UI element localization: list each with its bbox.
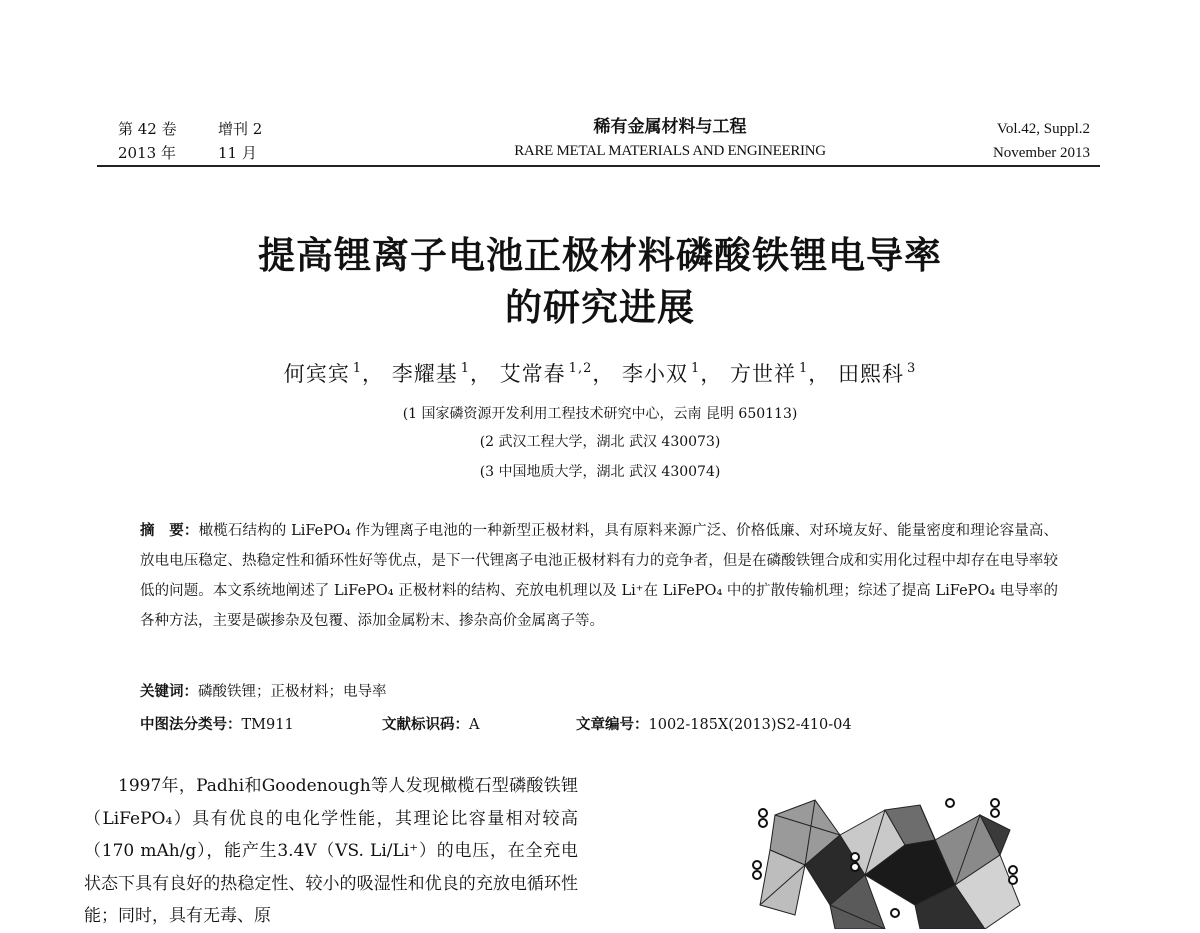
abstract-label: 摘 要： bbox=[140, 523, 199, 539]
classification-info bbox=[140, 713, 1040, 737]
paper-title-line-2: 的研究进展 bbox=[505, 286, 695, 329]
affiliation-1: (1 国家磷资源开发利用工程技术研究中心，云南 昆明 650113) bbox=[402, 406, 798, 422]
author: 田熙科 $^3$ bbox=[837, 361, 917, 386]
affiliation-mark: 1 bbox=[799, 361, 809, 376]
affiliation-mark: 3 bbox=[906, 361, 917, 376]
author: 艾常春 $^{1,2}$， bbox=[499, 361, 615, 386]
author-list bbox=[0, 358, 1200, 388]
affiliation-mark: 1,2 bbox=[568, 361, 593, 376]
author: 何宾宾 $^1$， bbox=[283, 361, 385, 386]
keywords bbox=[140, 680, 387, 701]
volume: 第 42 卷 bbox=[118, 120, 177, 138]
abstract bbox=[140, 516, 1058, 636]
author: 李耀基 $^1$， bbox=[391, 361, 492, 386]
month: 11 月 bbox=[218, 144, 257, 162]
header-rule bbox=[97, 165, 1100, 167]
author: 方世祥 $^1$， bbox=[730, 361, 831, 386]
affiliation-2: (2 武汉工程大学，湖北 武汉 430073) bbox=[479, 434, 721, 450]
keywords-label: 关键词： bbox=[140, 684, 198, 700]
body-paragraph: 1997年，Padhi和Goodenough等人发现橄榄石型磷酸铁锂（LiFePO₄）具有优良的电化学性能，其理论比容量相对较高（170 mAh/g），能产生3.4V（VS. Li/Li⁺）的电压，在全充电状态下具有良好的热稳定性、较小的吸湿性和优良的充放电循环性能；同时，具有无毒、原 bbox=[84, 776, 578, 926]
journal-name-en: RARE METAL MATERIALS AND ENGINEERING bbox=[514, 143, 826, 159]
date-en: November 2013 bbox=[992, 145, 1090, 161]
journal-name bbox=[400, 115, 940, 163]
paper-title-line-1: 提高锂离子电池正极材料磷酸铁锂电导率 bbox=[258, 234, 942, 277]
affiliation-mark: 1 bbox=[460, 361, 470, 376]
affiliation-mark: 1 bbox=[691, 361, 701, 376]
journal-name-cn: 稀有金属材料与工程 bbox=[593, 117, 747, 137]
clc-number: 中图法分类号：TM911 bbox=[140, 717, 294, 733]
keywords-text: 磷酸铁锂；正极材料；电导率 bbox=[198, 684, 387, 700]
journal-issue-info bbox=[118, 117, 262, 165]
issue: 增刊 2 bbox=[218, 120, 263, 138]
lifepo4-structure-illustration bbox=[745, 795, 1025, 929]
journal-issue-info-en bbox=[993, 117, 1090, 165]
affiliation-3: (3 中国地质大学，湖北 武汉 430074) bbox=[479, 464, 721, 480]
author: 李小双 $^1$， bbox=[622, 361, 723, 386]
year: 2013 年 bbox=[118, 144, 176, 162]
paper-title bbox=[0, 230, 1200, 334]
volume-en: Vol.42, Suppl.2 bbox=[996, 121, 1090, 137]
abstract-text: 橄榄石结构的 LiFePO₄ 作为锂离子电池的一种新型正极材料，具有原料来源广泛、价格低廉、对环境友好、能量密度和理论容量高、放电电压稳定、热稳定性和循环性好等优点，是下一代锂离子电池正极材料有力的竞争者，但是在磷酸铁锂合成和实用化过程中却存在电导率较低的问题。本文系统地阐述了 LiFePO₄ 正极材料的结构、充放电机理以及 Li⁺在 LiFePO₄ 中的扩散传输机理；综述了提高 LiFePO₄ 电导率的各种方法，主要是碳掺杂及包覆、添加金属粉末、掺杂高价金属离子等。 bbox=[140, 523, 1058, 629]
affiliation-mark: 1 bbox=[352, 361, 363, 376]
article-number: 文章编号：1002-185X(2013)S2-410-04 bbox=[576, 717, 852, 733]
document-code: 文献标识码：A bbox=[382, 717, 480, 733]
body-column-left bbox=[84, 770, 578, 933]
crystal-structure-figure bbox=[745, 795, 1025, 929]
